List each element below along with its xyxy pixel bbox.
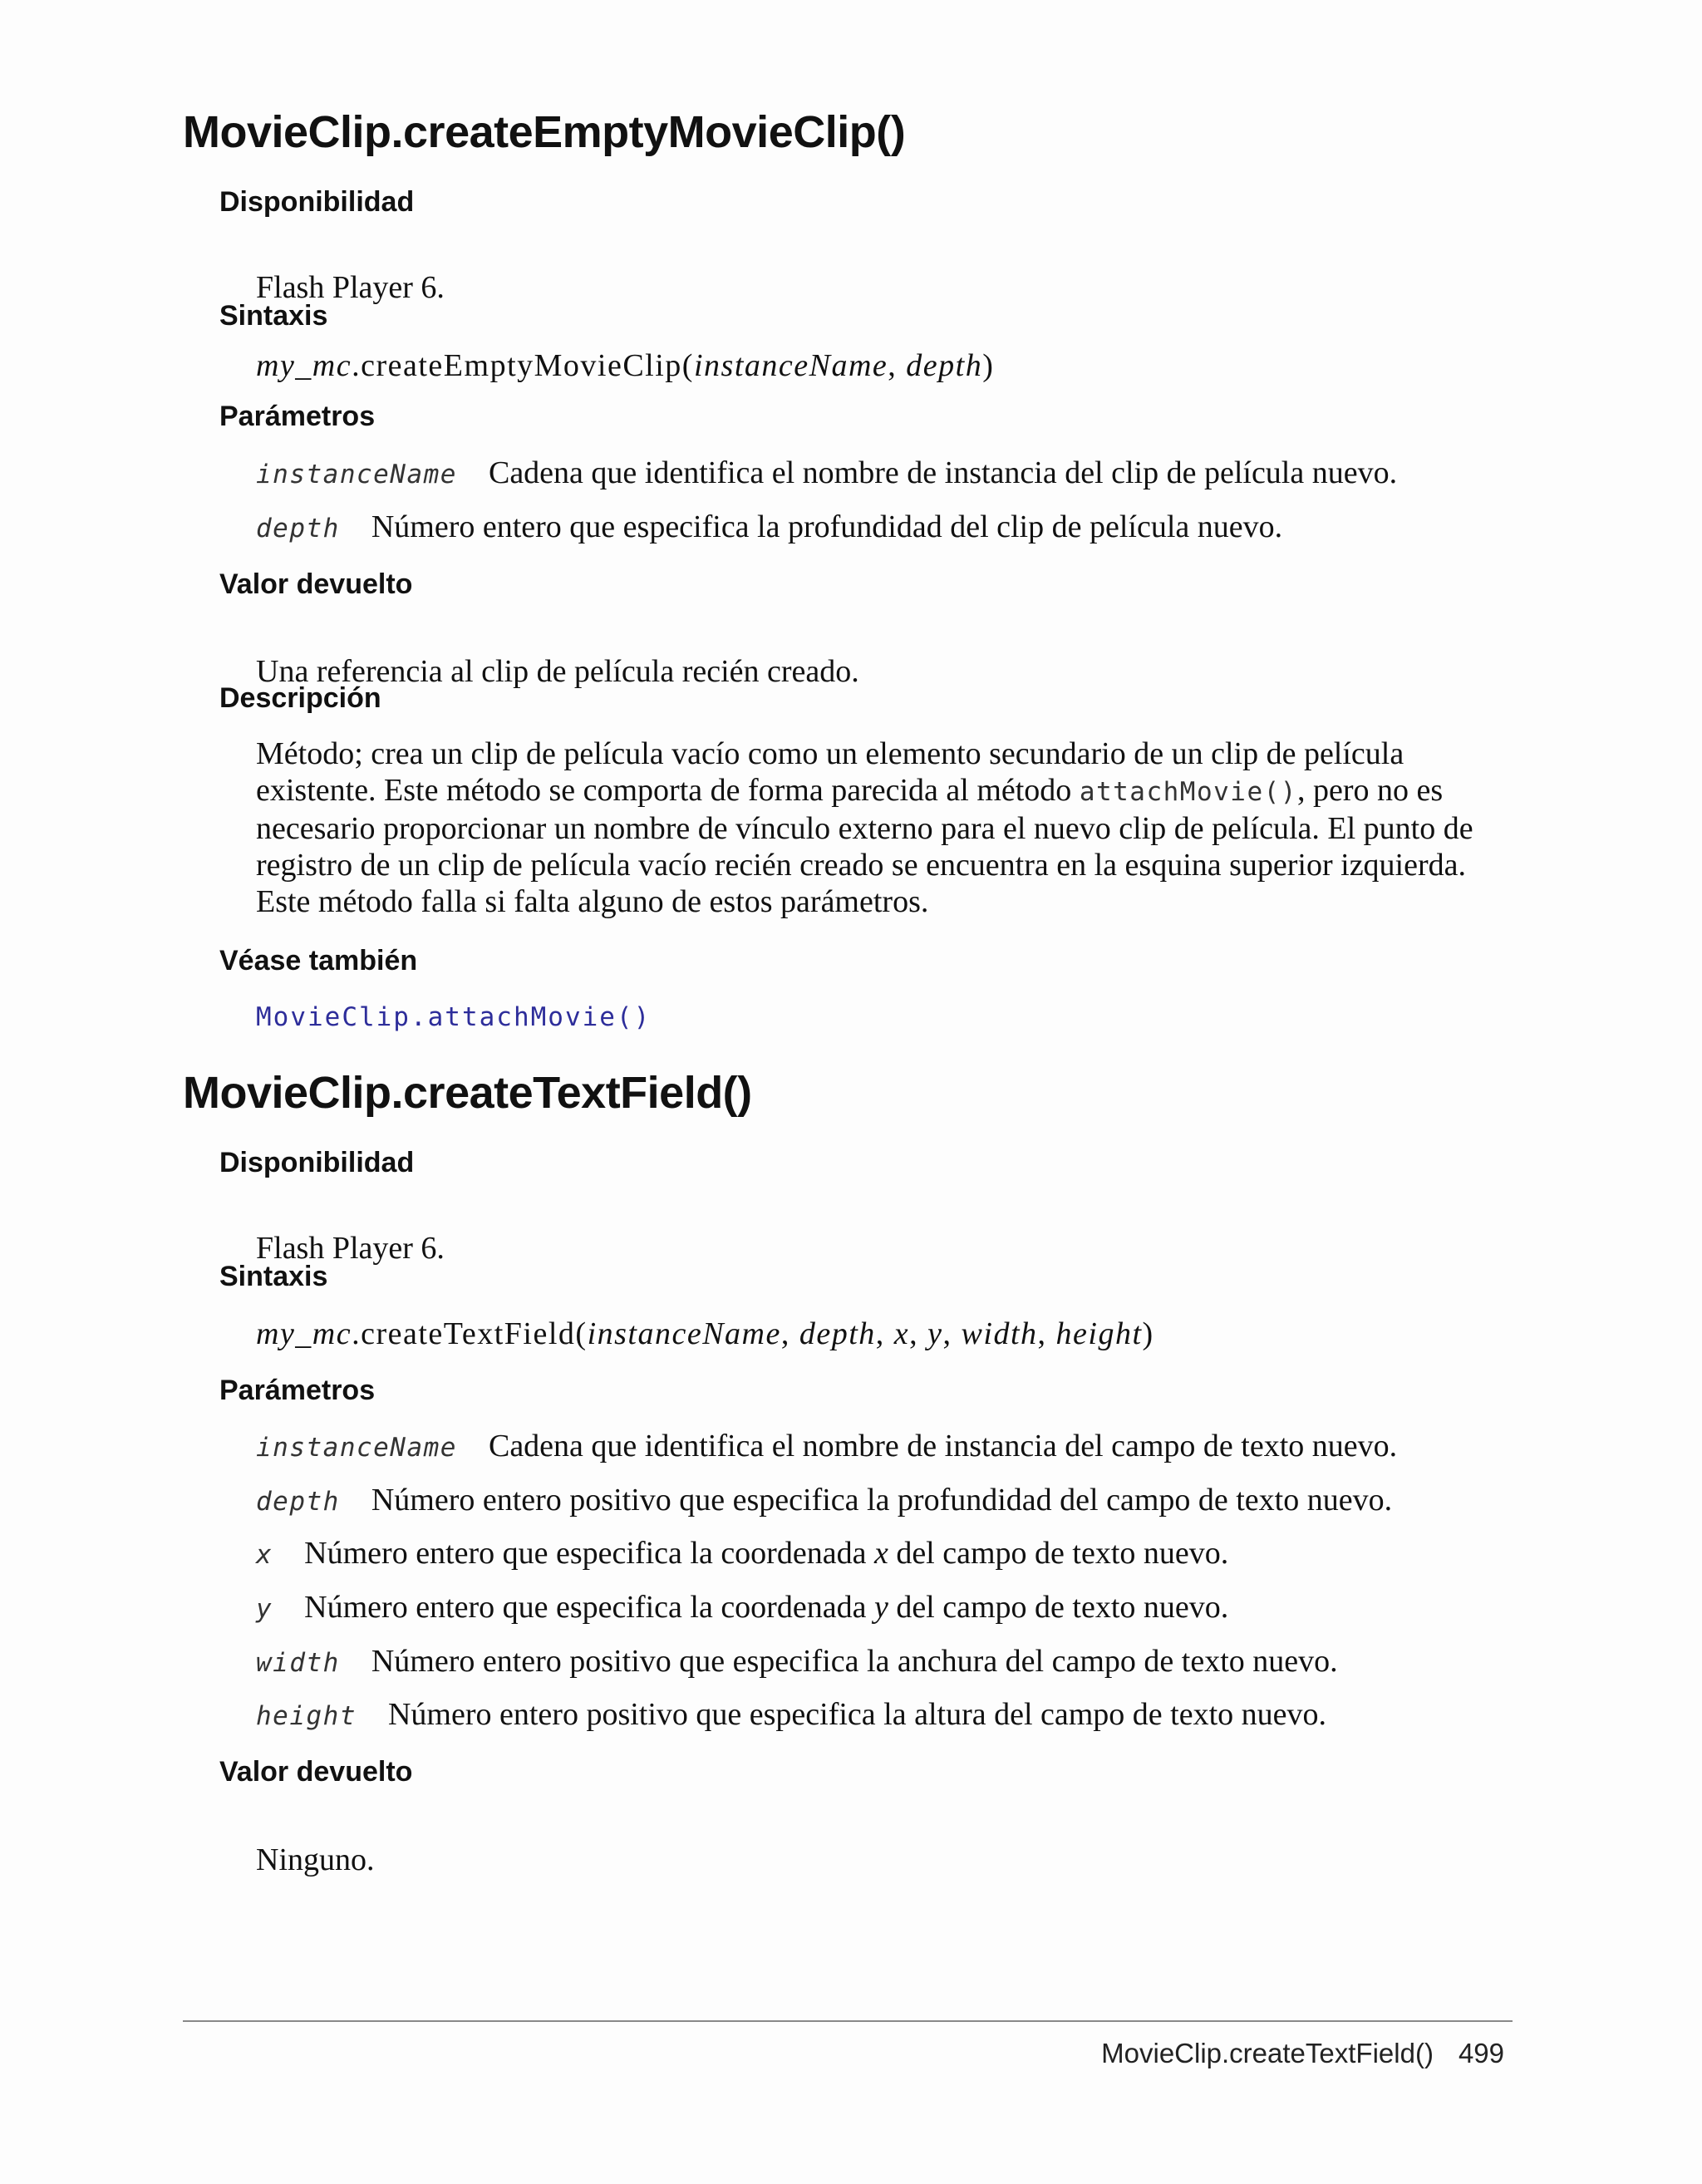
parameter-row <box>256 1482 1392 1520</box>
parameter-description: Número entero positivo que especifica la profundidad del campo de texto nuevo. <box>371 1483 1393 1517</box>
section-title-create-text-field: MovieClip.createTextField() <box>183 1068 752 1118</box>
description-paragraph <box>256 735 1519 920</box>
parameter-name: x <box>256 1540 273 1570</box>
parameters-heading: Parámetros <box>219 401 376 432</box>
page-footer <box>1101 2038 1504 2069</box>
parameter-description-end: del campo de texto nuevo. <box>888 1590 1229 1625</box>
return-value-heading: Valor devuelto <box>219 1756 413 1788</box>
parameter-description: Cadena que identifica el nombre de instancia del campo de texto nuevo. <box>488 1429 1398 1463</box>
inline-code: attachMovie() <box>1079 777 1297 807</box>
syntax-arg: y <box>927 1316 943 1351</box>
syntax-method: .createEmptyMovieClip( <box>352 348 694 383</box>
parameter-name: y <box>256 1594 273 1624</box>
section-title-create-empty-movie-clip: MovieClip.createEmptyMovieClip() <box>183 107 906 157</box>
return-value-heading: Valor devuelto <box>219 568 413 600</box>
parameter-row <box>256 1696 1326 1734</box>
see-also-heading: Véase también <box>219 945 418 976</box>
parameter-row <box>256 1428 1397 1466</box>
footer-divider <box>183 2020 1513 2022</box>
syntax-separator: , <box>888 348 907 383</box>
syntax-object: my_mc <box>256 1316 352 1351</box>
parameter-row <box>256 509 1282 547</box>
parameter-description: Número entero positivo que especifica la altura del campo de texto nuevo. <box>387 1697 1327 1732</box>
syntax-arg: depth <box>799 1316 876 1351</box>
availability-text: Flash Player 6. <box>256 270 445 305</box>
parameter-row <box>256 1643 1338 1681</box>
parameter-description-start: Número entero que especifica la coordenada <box>304 1590 874 1625</box>
syntax-arg: instanceName <box>587 1316 781 1351</box>
syntax-separator: , <box>942 1316 962 1351</box>
parameter-name: depth <box>256 514 340 544</box>
syntax-separator: , <box>875 1316 894 1351</box>
availability-text: Flash Player 6. <box>256 1231 445 1266</box>
parameter-row <box>256 1535 1228 1573</box>
description-heading: Descripción <box>219 682 381 714</box>
description-text: , pero no es necesario proporcionar un nombre de vínculo externo para el nuevo clip de película. El punto de registro de un clip de película vacío recién creado se encuentra en la esquina superior izquierda. Este método falla si falta alguno de estos parámetros. <box>256 773 1473 919</box>
syntax-code <box>256 347 994 384</box>
syntax-arg: depth <box>906 348 983 383</box>
parameter-name: depth <box>256 1487 340 1517</box>
availability-heading: Disponibilidad <box>219 186 415 218</box>
parameter-row <box>256 1589 1228 1627</box>
description-text: Método; crea un clip de película vacío como un elemento secundario de un clip de película existente. Este método se comporta de forma parecida al método <box>256 736 1404 808</box>
parameter-description: Número entero positivo que especifica la anchura del campo de texto nuevo. <box>371 1644 1338 1679</box>
parameter-description: Cadena que identifica el nombre de instancia del clip de película nuevo. <box>488 455 1398 490</box>
return-value-text: Ninguno. <box>256 1842 375 1877</box>
parameters-heading: Parámetros <box>219 1375 376 1406</box>
syntax-heading: Sintaxis <box>219 300 328 332</box>
syntax-code <box>256 1316 1154 1352</box>
syntax-close: ) <box>1142 1316 1154 1351</box>
parameter-description-emphasis: y <box>873 1590 888 1625</box>
syntax-arg: x <box>893 1316 910 1351</box>
syntax-separator: , <box>909 1316 928 1351</box>
see-also-link[interactable]: MovieClip.attachMovie() <box>256 1002 652 1032</box>
parameter-name: height <box>256 1701 357 1731</box>
syntax-separator: , <box>1037 1316 1056 1351</box>
see-also-row <box>256 997 651 1035</box>
availability-heading: Disponibilidad <box>219 1147 415 1178</box>
syntax-separator: , <box>780 1316 799 1351</box>
parameter-description-emphasis: x <box>873 1536 888 1571</box>
syntax-heading: Sintaxis <box>219 1261 328 1292</box>
parameter-description-start: Número entero que especifica la coordenada <box>304 1536 874 1571</box>
parameter-description-end: del campo de texto nuevo. <box>888 1536 1229 1571</box>
parameter-description: Número entero que especifica la profundidad del clip de película nuevo. <box>371 509 1283 544</box>
running-title: MovieClip.createTextField() <box>1101 2038 1434 2068</box>
syntax-method: .createTextField( <box>352 1316 588 1351</box>
syntax-arg: height <box>1055 1316 1143 1351</box>
syntax-object: my_mc <box>256 348 352 383</box>
parameter-name: instanceName <box>256 1433 457 1463</box>
page-number: 499 <box>1458 2038 1504 2068</box>
syntax-arg: width <box>961 1316 1038 1351</box>
parameter-name: width <box>256 1648 340 1678</box>
syntax-close: ) <box>982 348 995 383</box>
return-value-text: Una referencia al clip de película recién creado. <box>256 654 859 689</box>
parameter-row <box>256 455 1397 493</box>
parameter-name: instanceName <box>256 460 457 489</box>
syntax-arg: instanceName <box>693 348 888 383</box>
